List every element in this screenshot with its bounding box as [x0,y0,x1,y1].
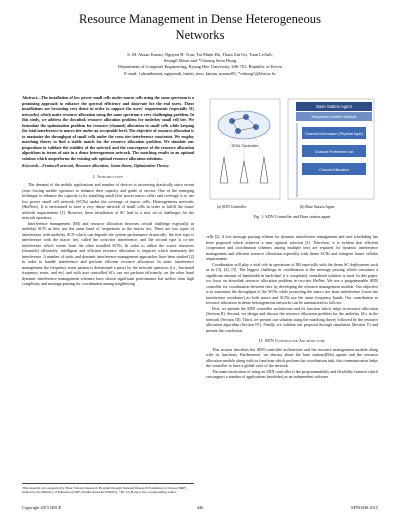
box-base-station-label: Base Station Agent [316,104,352,109]
right-paragraph-2: Coordination will play a vital role in operations of IM especially with the dense SC deployment such as in [3], [4], [5]. The biggest challenge in coordination is the message passing which consumes a significant amount of bandwidth in back-haul if a completely centralized solution is used. In this paper, we focus on downlink resource allocation problem in two-tier HetNet. We use a programmable SDN controller for coordination between tiers by developing the resource management module. Our objective is to maximize the throughput of the SCNs while protecting the macro tier from interference (cross-tier interference avoidance) as both macro and SCNs use the same frequency bands. Our contribution to resource allocation in dense heterogeneous networks can be summarized as follows: [206,261,378,305]
right-paragraph-3: First, we present the SDN controller architecture and its function which helps in resource allocation (Section II). Second, we design and discuss the resource allocation problem for the underlay SCs in the network (Section III). Third, we present our solution using the matching theory followed by the resource allocation algorithm (Section IV). Finally, we validate our proposal through simulation (Section V) and present the conclusion. [206,305,378,333]
left-column [22,95,194,287]
paper-title [30,11,370,43]
subcaption-a: (a) SDN Controller [217,205,247,209]
right-paragraph-1: cells [2]. A low message passing scheme for dynamic interference management and user scheduling has been proposed which achieves a near optimal solution [3]. Therefore, it is evident that efficient cooperation and coordination schemes among multiple tiers are required for dynamic interference management and efficient resource allocation especially with dense SCNs and stringent future cellular requirements. [206,234,378,261]
figure-caption: Fig. 1. SDN Controller and Base station agent [253,214,331,219]
section-2-paragraph-2: The main motivation of using an SDN controller is the programmability and flexibility features which can support a number of applications (modules) as an independent software [206,368,378,379]
intro-paragraph-2: Interference management (IM) and resource allocation becomes critical challenge especially in underlay SCN as they use the same band of frequencies as the macro tier. There are two types of interference with underlay SCN which can degrade the system performance drastically: the first type is interference with the macro tier, called the cross-tier interference, and the second type is co-tier interference which comes from the other installed SCNs. In order to utilize the scarce resources (channels) efficiently, intelligent and efficient resource allocation is required which minimizes the interference. A number of static and dynamic interference management approaches have been studied [2] in order to handle interference and perform efficient resource allocation. In static interference management the frequency reuse pattern is determined a priori by the network operators (i.e., fractional frequency reuse, and etc) and with user controlled SCs can not perform efficiently, on the other hand dynamic interference management schemes have shown significant performance but suffers from high complexity and message passing for coordination among neighboring [22,220,194,286]
footer-conference: APNOMS 2015 [350,505,378,510]
box-preference-list-label: Channel Preference List [314,150,354,154]
section-1-heading: I. Introduction [93,173,123,179]
section-2-paragraph-1: This section describes the SDN controller architecture and the resource management module along with its functions. Furthermore, we discuss about the base stations(BSs) agents and the resource allocation module along with its functions which perform the coordination task, this communication helps the controller to have a global view of the network. [206,346,378,368]
right-column [206,234,378,380]
title-line-2: Networks [175,28,225,42]
box-channel-info-label: Channel Information (Physical layer) [305,132,363,136]
box-sdn-module-label: Sequence Mobile Module [311,114,357,119]
author-names-1: S. M. Ahsan Kazmi, Nguyen H. Tran, Tai Manh Ho, Thant Zin Oo, Tuan LeAnh, [127,52,273,57]
email: E-mail: {ahsankazmi, nguyenth, hmtai, tzoo, latuan, moons85, *cshong}@khu.ac.kr [124,70,276,76]
sdn-label: SDN Controller [231,143,259,148]
affiliation: Department of Computer Engineering, Kyung Hee University, 446-701, Republic of Korea [118,64,282,70]
sdn-controller-diagram [210,99,280,199]
intro-paragraph-1: The demand of the mobile applications and number of devices is increasing drastically since recent years forcing mobile operators to enhance their capacity and grade of service. One of the emerging technique to enhance the capacity is by installing small (low power macro cells) and coverage is to use low power small cell network (SCNs) under the coverage of macro cells. Heterogeneous networks (HetNets). It is envisioned to have a very dense network of small cells in order to fulfill the future network requirements [1]. However, these installation of SC lead to a new set of challenges for the network operators. [22,182,194,220]
subcaption-b: (b) Base Station Agent [300,205,335,209]
box-channel-allocation-label: Channel Allocation [319,168,349,172]
footer-page-number: 440 [196,505,204,510]
base-station-agent-diagram [288,99,374,199]
figure-1 [206,95,378,203]
abstract: Abstract—The installation of low power small cells under macro cells using the same spectrum is a promising approach to enhance the spectral efficiency and data-rate for the end users. These installations are becoming very dense in order to support the users' requirements (especially 5G networks) which make resource allocation using the same spectrum a very challenging problem. In this study, we address the downlink resource allocation problem for underlay small cell tier. We formulate the optimization problem for resource (channel) allocation in small cells while keeping the total interference to macro tier under an acceptable level. The objective of resource allocation is to maximize the throughput of small cells under the cross tier interference constraint. We employ matching theory to find a stable match for the resource allocation problem. We simulate our proposition to validate the stability of the network and the convergence of the resource allocation algorithms in terms of rate in a dense heterogeneous network. The matching results in an optimal solution which outperforms the existing sub-optimal resource allocation solutions. [22,95,194,161]
footer-copyright: Copyright 2015 IEICE [22,505,62,510]
network-cloud [218,111,270,139]
author-names-2: Seungil Moon and *Choong Seon Hong [163,58,237,64]
author-block [40,52,360,77]
footnote: This research was supported by Basic Science Research Program through National Research Foundation of Korea (NRF) funded by the Ministry of Education (NRF-2014R1A2A2A01005915). *Dr. CS Hong is the corresponding author. [22,483,194,495]
keywords: Keywords—Femtocell network, Resource allocation, Game theory, Optimization Theory. [22,163,170,168]
section-2-heading: II. SDN Controller Architecture [258,338,326,343]
title-line-1: Resource Management in Dense Heterogeneous [79,12,321,26]
